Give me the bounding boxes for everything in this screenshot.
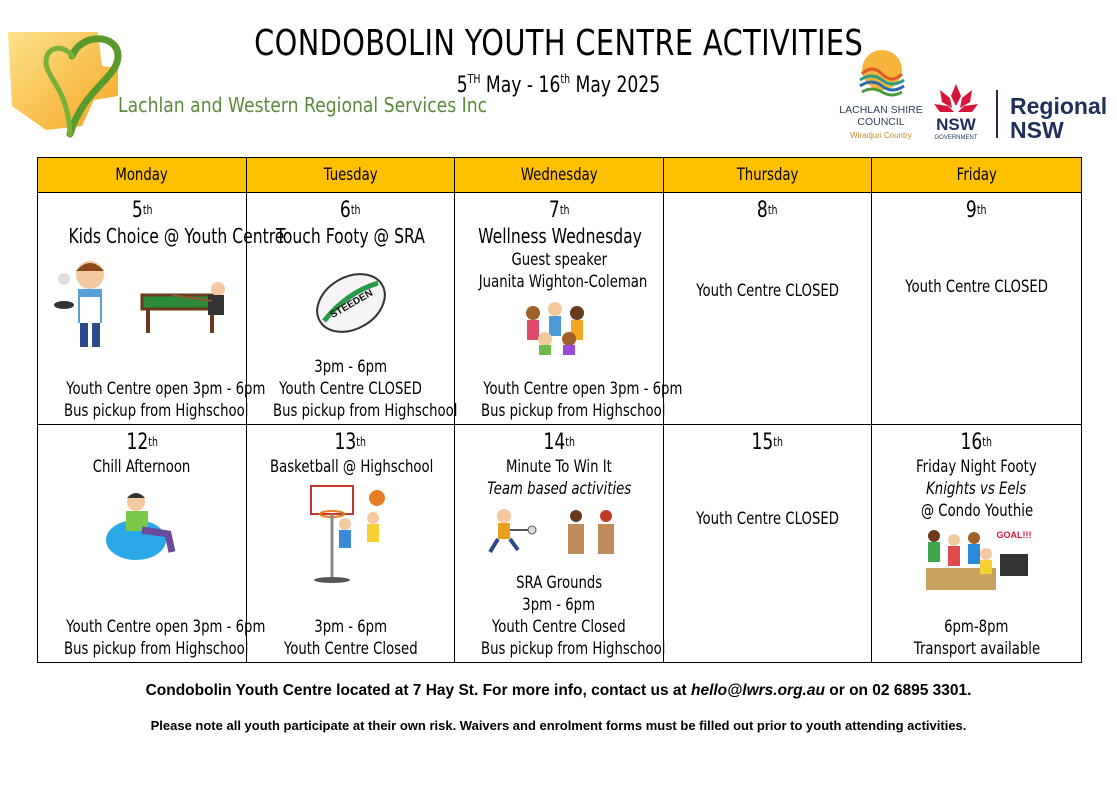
week-row bbox=[38, 425, 1082, 663]
day-cell-16: 16th Friday Night Footy Knights vs Eels @ Condo Youthie GOAL!!! 6pm-8pm Transport available bbox=[872, 425, 1082, 663]
wellness-illustration bbox=[519, 299, 599, 355]
activity-calendar bbox=[37, 157, 1082, 663]
contact-info: Condobolin Youth Centre located at 7 Hay St. For more info, contact us at hello@lwrs.org.au or on 02 6895 3301. bbox=[145, 682, 972, 699]
shire-subtitle: Wiradjuri Country bbox=[850, 131, 912, 140]
header-tuesday: Tuesday bbox=[247, 158, 455, 193]
footy-night-illustration bbox=[922, 524, 1032, 594]
chill-illustration bbox=[102, 486, 182, 566]
shire-name: LACHLAN SHIRE COUNCIL bbox=[839, 104, 923, 128]
header-thursday: Thursday bbox=[664, 158, 872, 193]
day-cell-6: 6th Touch Footy @ SRA STEEDEN 3pm - 6pm Youth Centre CLOSED Bus pickup from Highschool bbox=[247, 193, 455, 425]
svg-text:GOVERNMENT: GOVERNMENT bbox=[934, 135, 978, 141]
disclaimer: Please note all youth participate at their own risk. Waivers and enrolment forms must be filled out prior to youth attending activities. bbox=[150, 718, 967, 733]
page-title: CONDOBOLIN YOUTH CENTRE ACTIVITIES bbox=[253, 23, 864, 64]
svg-text:NSW: NSW bbox=[936, 115, 976, 134]
football-illustration bbox=[306, 263, 396, 343]
basketball-illustration bbox=[301, 484, 401, 584]
day-cell-14: 14th Minute To Win It Team based activities SRA Grounds 3pm - 6pm Youth Centre Closed Bus pickup from Highschool bbox=[455, 425, 664, 663]
lwrs-logo bbox=[6, 26, 446, 138]
svg-text:GOAL!!!: GOAL!!! bbox=[996, 530, 1031, 540]
lachlan-shire-logo bbox=[842, 44, 922, 144]
date-range: 5TH May - 16th May 2025 bbox=[456, 71, 661, 98]
day-cell-5: 5th Kids Choice @ Youth Centre Youth Centre open 3pm - 6pm Bus pickup from Highschool bbox=[38, 193, 247, 425]
minute-to-win-it-illustration bbox=[484, 506, 634, 556]
org-name: Lachlan and Western Regional Services Inc bbox=[118, 93, 488, 117]
contact-email[interactable]: hello@lwrs.org.au bbox=[690, 682, 825, 699]
nsw-government-logo bbox=[928, 82, 984, 142]
svg-text:STEEDEN: STEEDEN bbox=[328, 287, 375, 321]
day-cell-7: 7th Wellness Wednesday Guest speaker Juanita Wighton-Coleman Youth Centre open 3pm - 6pm Bus pickup from Highschool bbox=[455, 193, 664, 425]
day-cell-9: 9th Youth Centre CLOSED bbox=[872, 193, 1082, 425]
day-cell-13: 13th Basketball @ Highschool 3pm - 6pm Youth Centre Closed bbox=[247, 425, 455, 663]
header-monday: Monday bbox=[38, 158, 247, 193]
regional-nsw-logo: Regional NSW bbox=[1010, 93, 1108, 143]
day-cell-15: 15th Youth Centre CLOSED bbox=[664, 425, 872, 663]
header-wednesday: Wednesday bbox=[455, 158, 664, 193]
day-cell-8: 8th Youth Centre CLOSED bbox=[664, 193, 872, 425]
logo-divider bbox=[996, 90, 998, 138]
kids-choice-illustration bbox=[52, 255, 232, 355]
week-row bbox=[38, 193, 1082, 425]
weekday-header-row bbox=[38, 158, 1082, 193]
header-friday: Friday bbox=[872, 158, 1082, 193]
day-cell-12: 12th Chill Afternoon Youth Centre open 3pm - 6pm Bus pickup from Highschool bbox=[38, 425, 247, 663]
